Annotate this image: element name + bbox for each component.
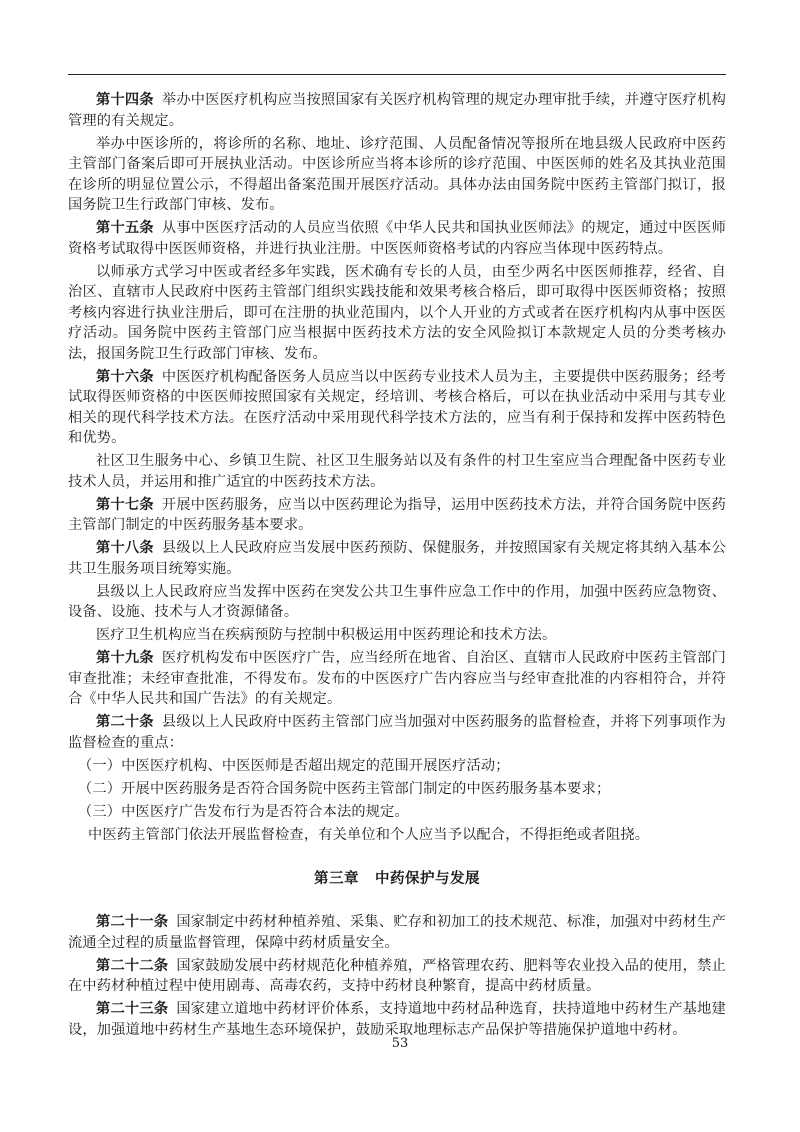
article-label: 第十八条 — [96, 540, 154, 556]
article-16 — [68, 367, 726, 449]
header-rule — [68, 74, 726, 75]
paragraph: 县级以上人民政府应当发挥中医药在突发公共卫生事件应急工作中的作用，加强中医药应急物资、设备、设施、技术与人才资源储备。 — [68, 583, 726, 620]
article-text: 中医医疗机构配备医务人员应当以中医药专业技术人员为主，主要提供中医药服务；经考试取得医师资格的中医医师按照国家有关规定，经培训、考核合格后，可以在执业活动中采用与其专业相关的现代科学技术方法。在医疗活动中采用现代科学技术方法的，应当有利于保持和发挥中医药特色和优势。 — [68, 368, 726, 446]
article-label: 第二十条 — [96, 714, 154, 730]
article-label: 第二十二条 — [96, 957, 169, 974]
article-23 — [68, 999, 726, 1040]
article-text: 从事中医医疗活动的人员应当依照《中华人民共和国执业医师法》的规定，通过中医医师资格考试取得中医医师资格，并进行执业注册。中医医师资格考试的内容应当体现中医药特点。 — [68, 220, 726, 257]
paragraph: 社区卫生服务中心、乡镇卫生院、社区卫生服务站以及有条件的村卫生室应当合理配备中医药专业技术人员，并运用和推广适宜的中医药技术方法。 — [68, 453, 726, 490]
list-item: （一）中医医疗机构、中医医师是否超出规定的范围开展医疗活动； — [78, 757, 510, 774]
chapter-heading — [68, 867, 726, 888]
paragraph: 医疗卫生机构应当在疾病预防与控制中积极运用中医药理论和技术方法。 — [96, 627, 557, 643]
article-text: 国家建立道地中药材评价体系，支持道地中药材品种选育，扶持道地中药材生产基地建设，加强道地中药材生产基地生态环境保护，鼓励采取地理标志产品保护等措施保护道地中药材。 — [68, 1001, 726, 1038]
article-text: 开展中医药服务，应当以中医药理论为指导，运用中医药技术方法，并符合国务院中医药主管部门制定的中医药服务基本要求。 — [68, 496, 726, 533]
article-label: 第十四条 — [96, 92, 154, 108]
list-item: （三）中医医疗广告发布行为是否符合本法的规定。 — [78, 803, 409, 820]
article-label: 第十七条 — [96, 496, 154, 513]
page-number: 53 — [391, 1036, 409, 1051]
chapter-title: 中药保护与发展 — [375, 870, 480, 887]
article-20 — [68, 712, 726, 753]
article-label: 第二十一条 — [96, 914, 169, 930]
article-14 — [68, 90, 726, 131]
chapter-number: 第三章 — [314, 870, 359, 887]
article-text: 县级以上人民政府中医药主管部门应当加强对中医药服务的监督检查，并将下列事项作为监督检查的重点： — [68, 714, 726, 751]
article-label: 第二十三条 — [96, 1001, 169, 1017]
article-15 — [68, 218, 726, 259]
paragraph: 举办中医诊所的，将诊所的名称、地址、诊疗范围、人员配备情况等报所在地县级人民政府中医药主管部门备案后即可开展执业活动。中医诊所应当将本诊所的诊疗范围、中医医师的姓名及其执业范围在诊所的明显位置公示，不得超出备案范围开展医疗活动。具体办法由国务院中医药主管部门拟订，报国务院卫生行政部门审核、发布。 — [68, 135, 726, 213]
article-21 — [68, 912, 726, 953]
article-label: 第十六条 — [96, 368, 154, 385]
article-text: 县级以上人民政府应当发展中医药预防、保健服务，并按照国家有关规定将其纳入基本公共卫生服务项目统筹实施。 — [68, 540, 726, 577]
article-label: 第十五条 — [96, 220, 154, 236]
paragraph: 中医药主管部门依法开展监督检查，有关单位和个人应当予以配合，不得拒绝或者阻挠。 — [88, 826, 650, 843]
article-text: 国家制定中药材种植养殖、采集、贮存和初加工的技术规范、标准，加强对中药材生产流通全过程的质量监督管理，保障中药材质量安全。 — [68, 914, 726, 951]
article-22 — [68, 956, 726, 997]
article-text: 举办中医医疗机构应当按照国家有关医疗机构管理的规定办理审批手续，并遵守医疗机构管理的有关规定。 — [68, 92, 726, 129]
article-18 — [68, 538, 726, 579]
paragraph: 以师承方式学习中医或者经多年实践，医术确有专长的人员，由至少两名中医医师推荐，经省、自治区、直辖市人民政府中医药主管部门组织实践技能和效果考核合格后，即可取得中医医师资格；按照考核内容进行执业注册后，即可在注册的执业范围内，以个人开业的方式或者在医疗机构内从事中医医疗活动。国务院中医药主管部门应当根据中医药技术方法的安全风险拟订本款规定人员的分类考核办法，报国务院卫生行政部门审核、发布。 — [68, 263, 726, 362]
article-19 — [68, 648, 726, 710]
article-text: 医疗机构发布中医医疗广告，应当经所在地省、自治区、直辖市人民政府中医药主管部门审查批准；未经审查批准，不得发布。发布的中医医疗广告内容应当与经审查批准的内容相符合，并符合《中华人民共和国广告法》的有关规定。 — [68, 650, 726, 707]
article-17 — [68, 495, 726, 536]
article-label: 第十九条 — [96, 650, 154, 666]
list-item: （二）开展中医药服务是否符合国务院中医药主管部门制定的中医药服务基本要求； — [78, 780, 611, 797]
article-text: 国家鼓励发展中药材规范化种植养殖，严格管理农药、肥料等农业投入品的使用，禁止在中药材种植过程中使用剧毒、高毒农药，支持中药材良种繁育，提高中药材质量。 — [68, 957, 726, 994]
page-body — [68, 90, 726, 1043]
